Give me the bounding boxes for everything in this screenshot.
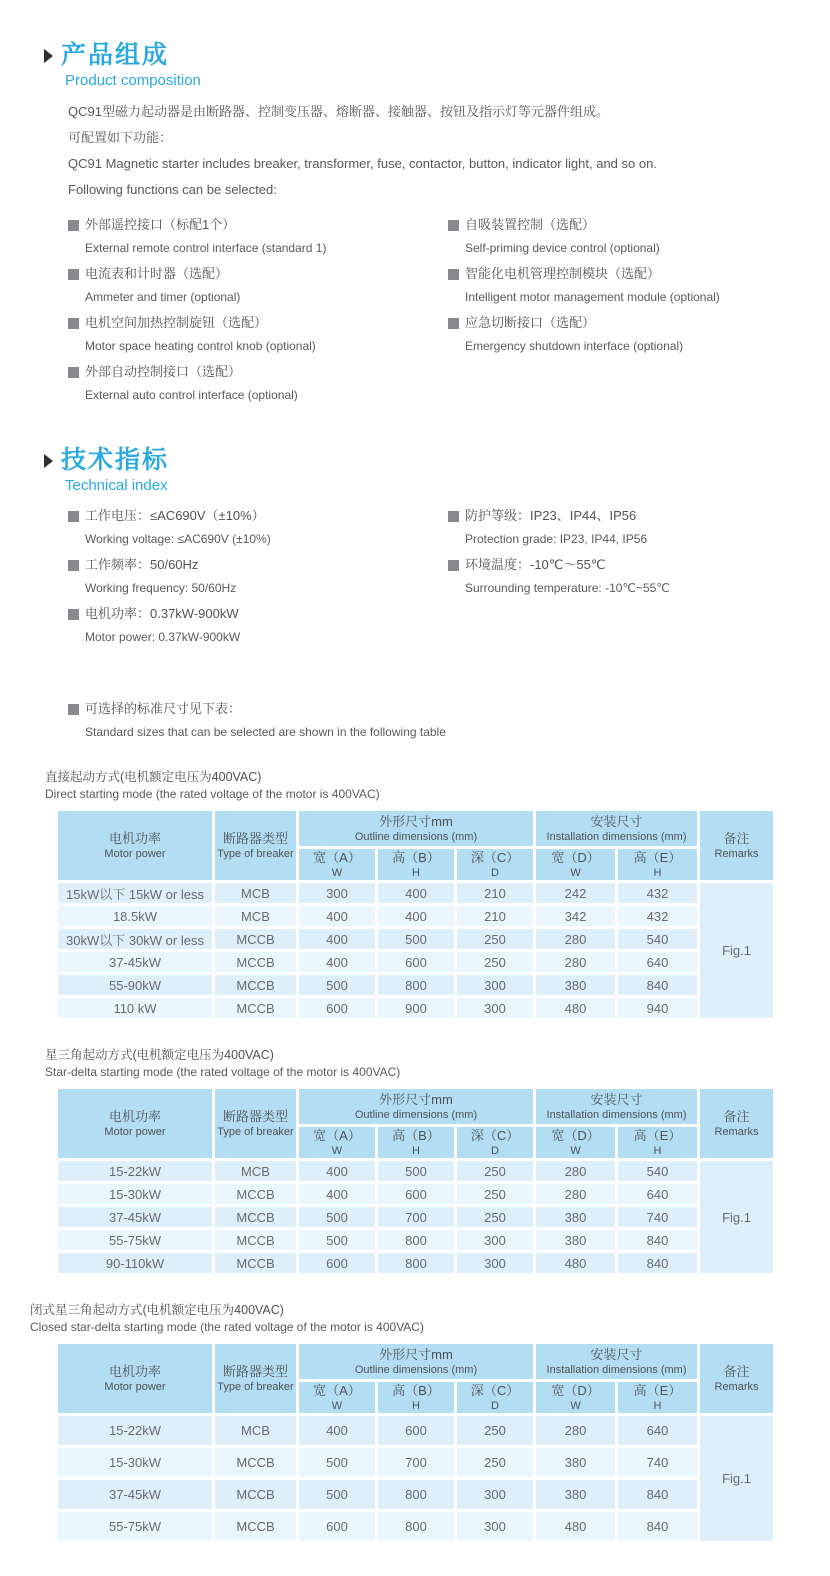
feature-en: External auto control interface (optional) [85, 388, 298, 402]
bullet-square-icon [68, 220, 79, 231]
feature-en: Motor space heating control knob (optional) [85, 339, 316, 353]
bullet-square-icon [448, 560, 459, 571]
table-cell: 250 [456, 928, 535, 951]
col-header-width-d: 宽（D） W [535, 1381, 617, 1415]
table-cell: 500 [377, 928, 456, 951]
table-cell: 640 [617, 951, 699, 974]
col-header-breaker-type: 断路器类型 Type of breaker [214, 1088, 298, 1160]
table-cell: 480 [535, 1252, 617, 1275]
spec-en: Protection grade: IP23, IP44, IP56 [465, 532, 648, 546]
table-cell: 380 [535, 1229, 617, 1252]
table-row [57, 1160, 775, 1183]
table-cell: 600 [298, 997, 377, 1020]
feature-zh: 电流表和计时器（选配） [85, 266, 229, 281]
table-cell: 500 [298, 974, 377, 997]
table-cell: 600 [377, 1415, 456, 1447]
dimensions-table-direct [55, 808, 776, 1021]
col-header-outline-dimensions: 外形尺寸mm Outline dimensions (mm) [298, 810, 535, 848]
table-row [57, 905, 775, 928]
table-row [57, 1229, 775, 1252]
table-title-zh: 星三角起动方式(电机额定电压为400VAC) [45, 1048, 274, 1062]
spec-zh: 工作频率：50/60Hz [85, 557, 199, 572]
bullet-square-icon [448, 511, 459, 522]
table-cell: 740 [617, 1206, 699, 1229]
remarks-cell: Fig.1 [699, 1160, 775, 1275]
section-title-en: Product composition [65, 72, 201, 89]
table-cell: MCCB [214, 1206, 298, 1229]
feature-zh: 外部自动控制接口（选配） [85, 364, 242, 379]
table-cell: 110 kW [57, 997, 214, 1020]
table-cell: 432 [617, 905, 699, 928]
section-arrow-icon [44, 454, 53, 468]
table-cell: 840 [617, 1511, 699, 1543]
table-cell: 900 [377, 997, 456, 1020]
table-cell: 90-110kW [57, 1252, 214, 1275]
table-cell: 300 [456, 1479, 535, 1511]
sizes-note-en: Standard sizes that can be selected are shown in the following table [85, 725, 446, 739]
col-header-width-d: 宽（D） W [535, 848, 617, 882]
table-cell: 210 [456, 882, 535, 905]
table-cell: 250 [456, 1415, 535, 1447]
table-cell: 840 [617, 974, 699, 997]
col-header-depth-c: 深（C） D [456, 848, 535, 882]
spec-zh: 电机功率：0.37kW-900kW [85, 606, 239, 621]
spec-column-right [448, 504, 830, 651]
feature-item [68, 262, 448, 308]
table-cell: 600 [298, 1252, 377, 1275]
remarks-cell: Fig.1 [699, 882, 775, 1020]
table-title-zh: 直接起动方式(电机额定电压为400VAC) [45, 770, 262, 784]
table-cell: 37-45kW [57, 951, 214, 974]
feature-item [68, 311, 448, 357]
table-cell: 250 [456, 951, 535, 974]
table-row [57, 1479, 775, 1511]
col-header-width-a: 宽（A） W [298, 848, 377, 882]
bullet-square-icon [68, 704, 79, 715]
table-cell: 380 [535, 974, 617, 997]
table-cell: 300 [298, 882, 377, 905]
intro-line: QC91 Magnetic starter includes breaker, transformer, fuse, contactor, button, indicator light, and so on. [68, 156, 657, 171]
table-cell: 30kW以下 30kW or less [57, 928, 214, 951]
table-cell: 300 [456, 1229, 535, 1252]
col-header-depth-c: 深（C） D [456, 1381, 535, 1415]
table-cell: 250 [456, 1447, 535, 1479]
table-row [57, 997, 775, 1020]
table-title-en: Star-delta starting mode (the rated voltage of the motor is 400VAC) [45, 1065, 401, 1079]
feature-column-right [448, 213, 830, 409]
standard-sizes-note [68, 697, 830, 743]
table-body [57, 1160, 775, 1275]
table-row [57, 1447, 775, 1479]
table-cell: 380 [535, 1206, 617, 1229]
table-cell: 15kW以下 15kW or less [57, 882, 214, 905]
sizes-note-zh: 可选择的标准尺寸见下表： [85, 701, 242, 716]
product-composition-header [44, 40, 830, 89]
bullet-square-icon [448, 318, 459, 329]
col-header-installation-dimensions: 安装尺寸 Installation dimensions (mm) [535, 810, 699, 848]
feature-zh: 外部遥控接口（标配1个） [85, 217, 236, 232]
table-cell: 300 [456, 1511, 535, 1543]
table-cell: 840 [617, 1229, 699, 1252]
table-row [57, 974, 775, 997]
feature-item [68, 360, 448, 406]
bullet-square-icon [68, 269, 79, 280]
feature-item [448, 311, 830, 357]
spec-en: Working frequency: 50/60Hz [85, 581, 237, 595]
table-cell: 37-45kW [57, 1206, 214, 1229]
bullet-square-icon [68, 609, 79, 620]
spec-item [68, 602, 448, 648]
table-section-direct-starting [0, 769, 830, 1021]
intro-line: 可配置如下功能： [68, 130, 173, 145]
table-cell: 242 [535, 882, 617, 905]
col-header-outline-dimensions: 外形尺寸mm Outline dimensions (mm) [298, 1343, 535, 1381]
feature-en: Intelligent motor management module (optional) [465, 290, 720, 304]
remarks-cell: Fig.1 [699, 1415, 775, 1543]
table-cell: 15-30kW [57, 1447, 214, 1479]
bullet-square-icon [68, 560, 79, 571]
feature-zh: 电机空间加热控制旋钮（选配） [85, 315, 268, 330]
technical-index-header [44, 445, 830, 494]
table-cell: 400 [298, 1160, 377, 1183]
table-cell: 280 [535, 951, 617, 974]
feature-item [68, 213, 448, 259]
table-cell: 500 [377, 1160, 456, 1183]
table-cell: 640 [617, 1183, 699, 1206]
spec-column-left [68, 504, 448, 651]
dimensions-table-closed-star-delta [55, 1341, 776, 1544]
table-row [57, 951, 775, 974]
spec-zh: 防护等级：IP23、IP44、IP56 [465, 508, 637, 523]
table-header [57, 1088, 775, 1160]
table-cell: 600 [377, 951, 456, 974]
table-cell: 500 [298, 1206, 377, 1229]
table-cell: 300 [456, 997, 535, 1020]
intro-line: QC91型磁力起动器是由断路器、控制变压器、熔断器、接触器、按钮及指示灯等元器件组成。 [68, 104, 609, 119]
spec-zh: 工作电压：≤AC690V（±10%） [85, 508, 265, 523]
spec-item [68, 553, 448, 599]
col-header-height-b: 高（B） H [377, 1126, 456, 1160]
table-row [57, 1206, 775, 1229]
spec-zh: 环境温度：-10℃～55℃ [465, 557, 606, 572]
col-header-width-a: 宽（A） W [298, 1381, 377, 1415]
table-row [57, 928, 775, 951]
table-cell: 700 [377, 1447, 456, 1479]
col-header-height-e: 高（E） H [617, 1126, 699, 1160]
table-cell: 15-22kW [57, 1415, 214, 1447]
table-cell: 800 [377, 1252, 456, 1275]
table-cell: MCCB [214, 1252, 298, 1275]
table-title-en: Closed star-delta starting mode (the rated voltage of the motor is 400VAC) [30, 1320, 424, 1334]
section-title-en: Technical index [65, 477, 168, 494]
col-header-remarks: 备注 Remarks [699, 1343, 775, 1415]
bullet-square-icon [448, 269, 459, 280]
feature-item [448, 262, 830, 308]
table-cell: 380 [535, 1447, 617, 1479]
table-cell: MCCB [214, 1183, 298, 1206]
table-cell: 380 [535, 1479, 617, 1511]
table-cell: 250 [456, 1206, 535, 1229]
col-header-height-e: 高（E） H [617, 1381, 699, 1415]
col-header-height-b: 高（B） H [377, 848, 456, 882]
table-cell: MCCB [214, 1447, 298, 1479]
table-cell: 940 [617, 997, 699, 1020]
bullet-square-icon [68, 511, 79, 522]
col-header-depth-c: 深（C） D [456, 1126, 535, 1160]
spec-en: Motor power: 0.37kW-900kW [85, 630, 241, 644]
table-cell: 500 [298, 1229, 377, 1252]
feature-en: Emergency shutdown interface (optional) [465, 339, 684, 353]
table-header [57, 810, 775, 882]
table-cell: 500 [298, 1447, 377, 1479]
table-cell: 400 [298, 951, 377, 974]
feature-item [448, 213, 830, 259]
table-cell: 600 [377, 1183, 456, 1206]
table-cell: MCB [214, 882, 298, 905]
table-row [57, 1511, 775, 1543]
table-cell: 800 [377, 1479, 456, 1511]
table-cell: MCCB [214, 974, 298, 997]
table-cell: 540 [617, 1160, 699, 1183]
feature-en: Self-priming device control (optional) [465, 241, 660, 255]
col-header-installation-dimensions: 安装尺寸 Installation dimensions (mm) [535, 1343, 699, 1381]
table-cell: MCCB [214, 1479, 298, 1511]
table-cell: MCB [214, 1415, 298, 1447]
table-cell: 540 [617, 928, 699, 951]
feature-list [68, 213, 830, 409]
product-intro [68, 99, 830, 203]
table-cell: MCB [214, 1160, 298, 1183]
table-cell: 600 [298, 1511, 377, 1543]
table-cell: MCCB [214, 1229, 298, 1252]
table-cell: 700 [377, 1206, 456, 1229]
table-cell: MCCB [214, 928, 298, 951]
dimensions-table-star-delta [55, 1086, 776, 1276]
table-cell: MCCB [214, 1511, 298, 1543]
feature-en: Ammeter and timer (optional) [85, 290, 241, 304]
table-cell: 800 [377, 974, 456, 997]
col-header-remarks: 备注 Remarks [699, 1088, 775, 1160]
table-body [57, 1415, 775, 1543]
spec-en: Working voltage: ≤AC690V (±10%) [85, 532, 271, 546]
table-cell: 300 [456, 974, 535, 997]
table-cell: 250 [456, 1183, 535, 1206]
table-cell: 400 [298, 1183, 377, 1206]
feature-column-left [68, 213, 448, 409]
table-cell: 55-90kW [57, 974, 214, 997]
section-arrow-icon [44, 49, 53, 63]
col-header-breaker-type: 断路器类型 Type of breaker [214, 810, 298, 882]
table-cell: 400 [298, 928, 377, 951]
col-header-remarks: 备注 Remarks [699, 810, 775, 882]
spec-list [68, 504, 830, 651]
table-cell: 210 [456, 905, 535, 928]
table-row [57, 882, 775, 905]
table-cell: 55-75kW [57, 1511, 214, 1543]
table-cell: 840 [617, 1252, 699, 1275]
feature-zh: 智能化电机管理控制模块（选配） [465, 266, 661, 281]
table-cell: 280 [535, 1415, 617, 1447]
table-cell: 15-22kW [57, 1160, 214, 1183]
table-cell: 400 [377, 905, 456, 928]
col-header-installation-dimensions: 安装尺寸 Installation dimensions (mm) [535, 1088, 699, 1126]
table-cell: 342 [535, 905, 617, 928]
table-cell: 400 [298, 1415, 377, 1447]
table-cell: 37-45kW [57, 1479, 214, 1511]
table-title-en: Direct starting mode (the rated voltage of the motor is 400VAC) [45, 787, 380, 801]
table-title-zh: 闭式星三角起动方式(电机额定电压为400VAC) [30, 1303, 284, 1317]
col-header-breaker-type: 断路器类型 Type of breaker [214, 1343, 298, 1415]
table-cell: 480 [535, 1511, 617, 1543]
table-row [57, 1415, 775, 1447]
spec-item [448, 504, 830, 550]
col-header-motor-power: 电机功率 Motor power [57, 1088, 214, 1160]
table-cell: 280 [535, 928, 617, 951]
table-body [57, 882, 775, 1020]
feature-zh: 自吸装置控制（选配） [465, 217, 596, 232]
col-header-outline-dimensions: 外形尺寸mm Outline dimensions (mm) [298, 1088, 535, 1126]
col-header-height-b: 高（B） H [377, 1381, 456, 1415]
table-row [57, 1252, 775, 1275]
table-cell: MCB [214, 905, 298, 928]
table-cell: 500 [298, 1479, 377, 1511]
table-cell: 300 [456, 1252, 535, 1275]
table-cell: 18.5kW [57, 905, 214, 928]
table-cell: 432 [617, 882, 699, 905]
bullet-square-icon [68, 367, 79, 378]
spec-item [68, 504, 448, 550]
table-cell: 280 [535, 1160, 617, 1183]
spec-en: Surrounding temperature: -10℃~55℃ [465, 581, 670, 595]
spec-item [448, 553, 830, 599]
bullet-square-icon [448, 220, 459, 231]
table-section-closed-star-delta [0, 1302, 830, 1544]
section-title-zh: 技术指标 [61, 446, 170, 474]
col-header-width-a: 宽（A） W [298, 1126, 377, 1160]
table-cell: 740 [617, 1447, 699, 1479]
table-cell: 640 [617, 1415, 699, 1447]
col-header-motor-power: 电机功率 Motor power [57, 1343, 214, 1415]
table-cell: 250 [456, 1160, 535, 1183]
feature-zh: 应急切断接口（选配） [465, 315, 596, 330]
table-header [57, 1343, 775, 1415]
table-section-star-delta [0, 1047, 830, 1276]
table-cell: MCCB [214, 997, 298, 1020]
feature-en: External remote control interface (standard 1) [85, 241, 327, 255]
table-cell: 400 [298, 905, 377, 928]
table-cell: 55-75kW [57, 1229, 214, 1252]
table-row [57, 1183, 775, 1206]
col-header-motor-power: 电机功率 Motor power [57, 810, 214, 882]
table-cell: MCCB [214, 951, 298, 974]
intro-line: Following functions can be selected: [68, 182, 277, 197]
col-header-width-d: 宽（D） W [535, 1126, 617, 1160]
table-cell: 480 [535, 997, 617, 1020]
col-header-height-e: 高（E） H [617, 848, 699, 882]
bullet-square-icon [68, 318, 79, 329]
table-cell: 800 [377, 1229, 456, 1252]
table-cell: 840 [617, 1479, 699, 1511]
table-cell: 15-30kW [57, 1183, 214, 1206]
table-cell: 280 [535, 1183, 617, 1206]
table-cell: 800 [377, 1511, 456, 1543]
table-cell: 400 [377, 882, 456, 905]
section-title-zh: 产品组成 [61, 41, 170, 69]
